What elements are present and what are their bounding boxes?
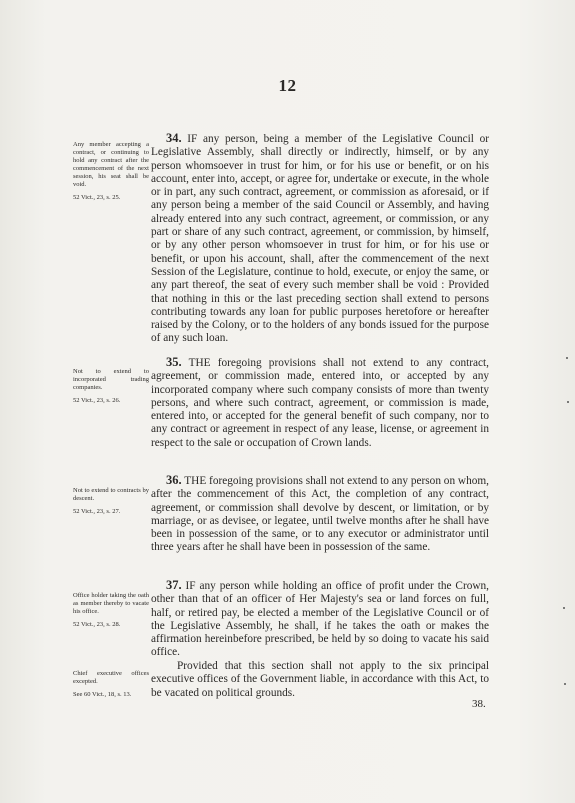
section-number: 35. [166,355,182,369]
margin-note-text: Any member accepting a contract, or continuing to hold any contract after the commencement of the next session, his seat shall be void. [73,141,149,188]
margin-reference: 52 Vict., 23, s. 27. [73,508,121,515]
margin-note-text: Chief executive offices excepted. [73,670,149,685]
section-text [151,132,489,346]
margin-reference: See 60 Vict., 18, s. 13. [73,691,132,698]
section-text [151,579,489,660]
section-body: IF any person, being a member of the Legislative Council or Legislative Assembly, shall directly or indirectly, himself, or by any person whomsoever in trust for him, or for his use or benefit, or on his account, enter into, accept, or agree for, undertake or execute, in the whole or in part, any such contract, agreement, or commission as aforesaid, or if any person being a member of the said Council or Assembly, and having already entered into any such contract, agreement, or commission, or any part or share of any such contract, agreement, or commission, by himself, or by any other person whomsoever in trust for him, or for his use or benefit, or upon his account, shall, after the commencement of the next Session of the Legislature, continue to hold, execute, or enjoy the same, or any part thereof, the seat of every such member shall be void : Provided that nothing in this or the last preceding section shall extend to persons contributing towards any loan for public purposes heretofore or hereafter raised by the Colony, or to the holders of any bonds issued for the purpose of any such loan. [151,133,489,345]
section-number: 34. [166,131,182,145]
margin-note [73,670,149,699]
catchword: 38. [472,698,486,710]
page-edge-mark [566,357,568,359]
margin-reference: 52 Vict., 23, s. 26. [73,397,121,404]
section-text [151,474,489,555]
margin-reference: 52 Vict., 23, s. 28. [73,621,121,628]
page-number: 12 [278,76,297,95]
margin-note [73,368,149,405]
page-edge-mark [567,401,569,403]
section-body: Provided that this section shall not apply to the six principal executive offices of the Government liable, in accordance with this Act, to be vacated on political grounds. [151,660,489,699]
page-edge-mark [563,607,565,609]
section-body: IF any person while holding an office of profit under the Crown, other than that of an officer of Her Majesty's sea or land forces on full, half, or retired pay, be elected a member of the Legislative Council or of the Legislative Assembly, he shall, if he takes the oath or makes the affirmation hereinbefore prescribed, be held by so doing to vacate his said office. [151,580,489,659]
margin-note-text: Not to extend to incorporated trading companies. [73,368,149,391]
section-body: THE foregoing provisions shall not extend to any person on whom, after the commencement of this Act, the completion of any contract, agreement, or commission shall devolve by descent, or limitation, or by marriage, or as devisee, or legatee, until twelve months after he shall have been in possession of the same, or to any executor or administrator until three years after he shall have been in possession of the same. [151,475,489,554]
section-number: 36. [166,473,182,487]
section-text [151,356,489,450]
margin-note-text: Not to extend to contracts by descent. [73,487,149,502]
margin-note [73,487,149,516]
margin-reference: 52 Vict., 23, s. 25. [73,194,121,201]
section-number: 37. [166,578,182,592]
margin-note [73,141,149,202]
section-text [151,660,489,700]
page-edge-mark [564,683,566,685]
section-body: THE foregoing provisions shall not extend to any contract, agreement, or commission made, entered into, or accepted by any incorporated company where such company consists of more than twenty persons, and where such contract, agreement, or commission is made, entered into, or accepted for the general benefit of such company, nor to any contract or agreement in respect of any lease, license, or agreement in respect to the sale or occupation of Crown lands. [151,357,490,449]
margin-note-text: Office holder taking the oath as member thereby to vacate his office. [73,592,149,615]
margin-note [73,592,149,629]
